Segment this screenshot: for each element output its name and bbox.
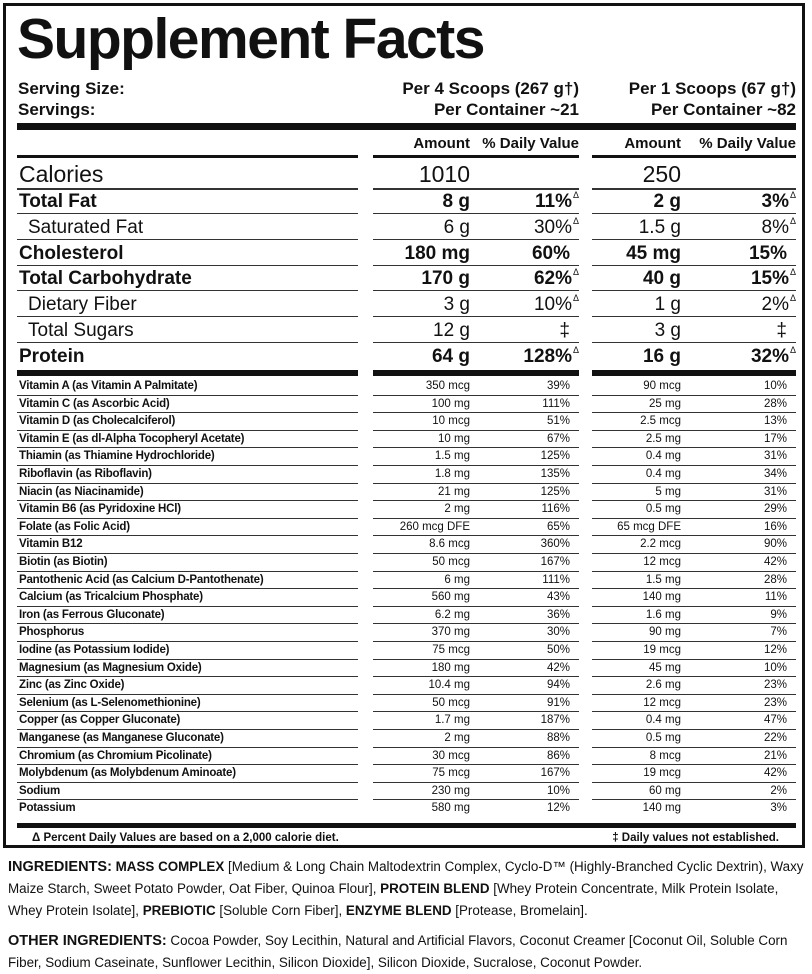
nutrient-name: Folate (as Folic Acid) bbox=[19, 520, 130, 533]
col-a-daily-value: 50% bbox=[546, 644, 570, 656]
nutrient-name: Copper (as Copper Gluconate) bbox=[19, 714, 181, 726]
col-a-amount: 100 mg bbox=[431, 397, 470, 410]
col-a-daily-value: 10%$^\Delta$ bbox=[533, 293, 579, 315]
col-a-daily-value: 36% bbox=[546, 608, 570, 621]
table-row bbox=[17, 624, 796, 641]
col-b-daily-value: 29% bbox=[763, 503, 787, 515]
col-a-daily-value: ‡ bbox=[559, 319, 570, 341]
table-row bbox=[17, 730, 796, 747]
col-b-amount: 19 mcg bbox=[643, 644, 681, 656]
col-b-amount: 90 mcg bbox=[643, 380, 681, 392]
col-a-amount: 230 mg bbox=[431, 784, 470, 797]
col-b-amount: 0.4 mg bbox=[645, 714, 681, 726]
col-a-daily-value: 111% bbox=[542, 573, 570, 586]
col-b-servings: Per Container ~82 bbox=[650, 100, 796, 119]
nutrient-name: Dietary Fiber bbox=[28, 293, 137, 315]
col-a-amount: 180 mg bbox=[404, 242, 470, 264]
col-a-daily-value: 88% bbox=[546, 732, 570, 744]
col-a-amount: 1.8 mg bbox=[434, 468, 470, 480]
row-divider bbox=[592, 213, 796, 214]
col-a-daily-value: 94% bbox=[546, 679, 570, 691]
col-a-daily-value: 167% bbox=[540, 556, 570, 568]
nutrient-name: Vitamin B12 bbox=[19, 538, 83, 550]
macro-row bbox=[17, 189, 796, 214]
col-b-daily-value: 3% bbox=[770, 802, 787, 814]
table-row bbox=[17, 660, 796, 676]
col-b-amount: 1.5 g bbox=[638, 216, 681, 238]
col-a-amount: 2 mg bbox=[444, 732, 470, 744]
col-a-amount: 8 g bbox=[442, 190, 470, 212]
col-a-amount: 560 mg bbox=[431, 591, 470, 603]
row-divider bbox=[17, 316, 358, 317]
ingredients-statement bbox=[8, 856, 804, 922]
col-a-daily-value: 167% bbox=[540, 767, 570, 779]
col-b-amount: 3 g bbox=[654, 319, 681, 341]
col-a-amount: 6.2 mg bbox=[434, 608, 470, 621]
col-b-amount: 2.2 mcg bbox=[640, 538, 681, 550]
col-a-amount: 50 mcg bbox=[432, 556, 470, 568]
col-b-amount: 0.4 mg bbox=[645, 468, 681, 480]
serving-size-label: Serving Size: bbox=[18, 79, 125, 98]
col-a-daily-value: 10% bbox=[546, 784, 570, 797]
col-a-amount: 30 mcg bbox=[432, 749, 470, 762]
col-b-daily-value: 23% bbox=[763, 696, 787, 709]
ingredient-blend-name: PREBIOTIC bbox=[142, 903, 216, 918]
other-ingredients-text: Cocoa Powder, Soy Lecithin, Natural and Artificial Flavors, Coconut Creamer [Coconut Oil, Soluble Corn Fiber, Sodium Caseinate, Sunflower Lecithin, Silicon Dioxide], Silicon Dioxide, Sucralose, Coconut Powder. bbox=[8, 933, 788, 970]
col-b-daily-value: 2% bbox=[770, 784, 787, 797]
col-a-amount: 1.7 mg bbox=[434, 714, 470, 726]
ingredients-heading: INGREDIENTS: bbox=[8, 859, 112, 875]
table-row bbox=[17, 642, 796, 659]
col-b-daily-value: 34% bbox=[763, 468, 787, 480]
thick-divider bbox=[592, 370, 796, 376]
table-row bbox=[17, 466, 796, 483]
delta-footnote-mark: Δ bbox=[789, 216, 796, 226]
nutrient-name: Vitamin D (as Cholecalciferol) bbox=[19, 415, 176, 427]
col-a-daily-value: 12% bbox=[546, 802, 570, 814]
column-header-row bbox=[17, 132, 796, 154]
macro-row bbox=[17, 215, 796, 240]
servings-label: Servings: bbox=[18, 100, 96, 119]
col-b-daily-value: 23% bbox=[763, 679, 787, 691]
table-row bbox=[17, 501, 796, 518]
col-a-daily-value: 91% bbox=[546, 696, 570, 709]
col-b-amount: 1.6 mg bbox=[645, 608, 681, 621]
table-row bbox=[17, 748, 796, 764]
table-row bbox=[17, 396, 796, 412]
macro-row bbox=[17, 343, 796, 370]
nutrient-name: Cholesterol bbox=[19, 242, 124, 264]
col-b-amount: 40 g bbox=[642, 267, 681, 289]
col-b-daily-value: 17% bbox=[763, 432, 787, 445]
ingredient-blend-name: ENZYME BLEND bbox=[345, 903, 452, 918]
thick-divider bbox=[17, 823, 796, 828]
col-a-amount: 580 mg bbox=[431, 802, 470, 814]
col-b-daily-value: 90% bbox=[763, 538, 787, 550]
row-divider bbox=[373, 316, 579, 317]
delta-footnote-mark: Δ bbox=[789, 293, 796, 303]
nutrient-name: Vitamin C (as Ascorbic Acid) bbox=[19, 397, 170, 410]
ingredient-blend-contents: [Soluble Corn Fiber], bbox=[215, 903, 346, 918]
col-a-daily-value: 43% bbox=[546, 591, 570, 603]
col-a-amount: 50 mcg bbox=[432, 696, 470, 709]
row-divider bbox=[17, 213, 358, 214]
row-divider bbox=[592, 316, 796, 317]
nutrient-name: Saturated Fat bbox=[28, 216, 144, 238]
col-b-amount: 2.5 mcg bbox=[640, 415, 681, 427]
nutrient-name: Phosphorus bbox=[19, 626, 85, 638]
col-b-daily-value: 15%$^\Delta$ bbox=[750, 267, 796, 289]
col-a-daily-value: 30%$^\Delta$ bbox=[533, 216, 579, 238]
thick-divider bbox=[17, 155, 358, 158]
table-row bbox=[17, 554, 796, 571]
col-b-amount: 12 mcg bbox=[643, 696, 681, 709]
delta-footnote-mark: Δ bbox=[789, 345, 796, 355]
thick-divider bbox=[17, 123, 796, 130]
col-b-daily-value: 28% bbox=[763, 397, 787, 410]
row-divider bbox=[373, 290, 579, 291]
nutrient-name: Biotin (as Biotin) bbox=[19, 556, 108, 568]
col-a-daily-value: 60% bbox=[531, 242, 570, 264]
col-a-daily-value: 62%$^\Delta$ bbox=[533, 267, 579, 289]
col-a-amount: 10.4 mg bbox=[428, 679, 470, 691]
nutrient-name: Potassium bbox=[19, 802, 76, 814]
nutrient-name: Calories bbox=[19, 161, 104, 187]
col-a-amount: 8.6 mcg bbox=[429, 538, 470, 550]
delta-footnote-mark: Δ bbox=[572, 293, 579, 303]
table-row bbox=[17, 607, 796, 623]
ingredient-blend-name: PROTEIN BLEND bbox=[380, 881, 490, 896]
table-row bbox=[17, 712, 796, 729]
col-a-daily-value: 125% bbox=[540, 450, 570, 462]
ingredient-blend-contents: [Protease, Bromelain]. bbox=[451, 903, 588, 918]
table-row bbox=[17, 431, 796, 447]
col-b-amount: 65 mcg DFE bbox=[617, 520, 681, 533]
delta-footnote-mark: Δ bbox=[572, 190, 579, 200]
other-ingredients-heading: OTHER INGREDIENTS: bbox=[8, 933, 167, 949]
nutrient-name: Vitamin A (as Vitamin A Palmitate) bbox=[19, 380, 198, 392]
col-a-daily-value: 86% bbox=[546, 749, 570, 762]
table-row bbox=[17, 677, 796, 694]
table-row bbox=[17, 378, 796, 395]
nutrient-name: Pantothenic Acid (as Calcium D-Pantothenate) bbox=[19, 573, 264, 586]
col-a-amount: 180 mg bbox=[431, 661, 470, 674]
col-b-daily-value: 3%$^\Delta$ bbox=[761, 190, 796, 212]
col-a-serving-size: Per 4 Scoops (267 g†) bbox=[402, 79, 579, 98]
row-divider bbox=[373, 239, 579, 240]
col-b-daily-value: 9% bbox=[770, 608, 787, 621]
col-b-daily-value: 8%$^\Delta$ bbox=[761, 216, 796, 238]
col-b-daily-value: 32%$^\Delta$ bbox=[750, 345, 796, 367]
col-b-daily-value: 31% bbox=[763, 485, 787, 498]
row-divider bbox=[373, 213, 579, 214]
col-b-daily-value: ‡ bbox=[776, 319, 787, 341]
col-b-daily-value: 13% bbox=[763, 415, 787, 427]
col-b-amount: 140 mg bbox=[642, 591, 681, 603]
col-b-daily-value: 22% bbox=[763, 732, 787, 744]
col-a-amount: 2 mg bbox=[444, 503, 470, 515]
table-row bbox=[17, 783, 796, 799]
delta-footnote-mark: Δ bbox=[789, 267, 796, 277]
col-a-daily-value: 42% bbox=[546, 661, 570, 674]
col-a-amount-header: Amount bbox=[413, 134, 470, 152]
col-b-amount: 1.5 mg bbox=[645, 573, 681, 586]
table-row bbox=[17, 413, 796, 430]
col-a-servings: Per Container ~21 bbox=[433, 100, 579, 119]
nutrient-name: Vitamin E (as dl-Alpha Tocopheryl Acetate) bbox=[19, 432, 245, 445]
ingredient-blend-contents: [Whey Protein Concentrate, Milk Protein Isolate, Whey Protein Isolate], bbox=[8, 881, 779, 918]
col-a-daily-value: 360% bbox=[540, 538, 570, 550]
col-a-amount: 370 mg bbox=[431, 626, 470, 638]
delta-footnote-mark: Δ bbox=[572, 216, 579, 226]
col-b-amount: 2.5 mg bbox=[645, 432, 681, 445]
col-b-daily-value: 42% bbox=[763, 767, 787, 779]
col-a-amount: 3 g bbox=[443, 293, 470, 315]
col-b-daily-value: 10% bbox=[763, 661, 787, 674]
col-b-amount: 45 mg bbox=[649, 661, 681, 674]
table-row bbox=[17, 448, 796, 465]
col-a-amount: 75 mcg bbox=[432, 767, 470, 779]
nutrient-name: Magnesium (as Magnesium Oxide) bbox=[19, 661, 202, 674]
col-b-amount: 16 g bbox=[642, 345, 681, 367]
col-b-amount: 60 mg bbox=[649, 784, 681, 797]
ingredient-blend-contents: [Medium & Long Chain Maltodextrin Complex, Cyclo-D™ (Highly-Branched Cyclic Dextrin), Waxy Maize Starch, Sweet Potato Powder, Oat Fiber, Quinoa Flour], bbox=[8, 859, 804, 896]
nutrient-name: Total Sugars bbox=[28, 319, 134, 341]
col-b-amount: 1 g bbox=[654, 293, 681, 315]
col-a-amount: 1010 bbox=[418, 161, 470, 187]
col-a-amount: 10 mcg bbox=[432, 415, 470, 427]
table-row bbox=[17, 572, 796, 588]
col-b-serving-size: Per 1 Scoops (67 g†) bbox=[628, 79, 796, 98]
macro-row bbox=[17, 266, 796, 291]
col-a-amount: 6 g bbox=[443, 216, 470, 238]
nutrient-name: Manganese (as Manganese Gluconate) bbox=[19, 732, 224, 744]
col-b-daily-value: 7% bbox=[770, 626, 787, 638]
col-a-amount: 64 g bbox=[431, 345, 470, 367]
col-b-amount: 0.5 mg bbox=[645, 503, 681, 515]
nutrient-name: Iron (as Ferrous Gluconate) bbox=[19, 608, 165, 621]
col-b-daily-value: 2%$^\Delta$ bbox=[761, 293, 796, 315]
col-b-amount: 0.4 mg bbox=[645, 450, 681, 462]
other-ingredients-statement bbox=[8, 930, 804, 974]
col-b-amount: 0.5 mg bbox=[645, 732, 681, 744]
col-a-daily-value: 116% bbox=[541, 503, 570, 515]
nutrient-name: Chromium (as Chromium Picolinate) bbox=[19, 749, 212, 762]
table-row bbox=[17, 536, 796, 553]
col-a-amount: 75 mcg bbox=[432, 644, 470, 656]
col-a-dv-header: % Daily Value bbox=[482, 134, 579, 152]
col-b-amount: 19 mcg bbox=[643, 767, 681, 779]
col-b-amount: 12 mcg bbox=[643, 556, 681, 568]
col-b-amount-header: Amount bbox=[624, 134, 681, 152]
table-row bbox=[17, 484, 796, 500]
col-a-amount: 10 mg bbox=[438, 432, 470, 445]
col-b-amount: 140 mg bbox=[642, 802, 681, 814]
col-a-daily-value: 187% bbox=[540, 714, 570, 726]
macro-row bbox=[17, 241, 796, 266]
col-a-daily-value: 125% bbox=[540, 485, 570, 498]
nutrient-name: Molybdenum (as Molybdenum Aminoate) bbox=[19, 767, 236, 779]
col-b-amount: 90 mg bbox=[649, 626, 681, 638]
col-b-daily-value: 21% bbox=[763, 749, 787, 762]
col-b-amount: 8 mcg bbox=[649, 749, 681, 762]
nutrient-name: Iodine (as Potassium Iodide) bbox=[19, 644, 170, 656]
row-divider bbox=[17, 239, 358, 240]
nutrient-name: Total Fat bbox=[19, 190, 97, 212]
table-row bbox=[17, 800, 796, 817]
nutrient-name: Niacin (as Niacinamide) bbox=[19, 485, 144, 498]
col-a-daily-value: 65% bbox=[546, 520, 570, 533]
row-divider bbox=[592, 239, 796, 240]
nutrient-name: Selenium (as L-Selenomethionine) bbox=[19, 696, 201, 709]
col-b-amount: 2 g bbox=[653, 190, 681, 212]
col-b-dv-header: % Daily Value bbox=[699, 134, 796, 152]
col-a-amount: 21 mg bbox=[438, 485, 470, 498]
col-b-daily-value: 31% bbox=[763, 450, 787, 462]
table-row bbox=[17, 695, 796, 711]
macro-row bbox=[17, 292, 796, 317]
delta-footnote-mark: Δ bbox=[572, 345, 579, 355]
col-a-amount: 12 g bbox=[433, 319, 470, 341]
thick-divider bbox=[592, 155, 796, 158]
thick-divider bbox=[373, 370, 579, 376]
col-a-daily-value: 128%$^\Delta$ bbox=[523, 345, 579, 367]
row-divider bbox=[592, 290, 796, 291]
nutrient-name: Protein bbox=[19, 345, 85, 367]
nutrient-name: Vitamin B6 (as Pyridoxine HCl) bbox=[19, 503, 181, 515]
col-a-daily-value: 51% bbox=[546, 415, 570, 427]
thick-divider bbox=[373, 155, 579, 158]
col-b-amount: 250 bbox=[642, 161, 681, 187]
col-b-daily-value: 28% bbox=[763, 573, 787, 586]
col-b-daily-value: 15% bbox=[748, 242, 787, 264]
macro-row bbox=[17, 318, 796, 343]
col-b-daily-value: 16% bbox=[763, 520, 787, 533]
footnote-percent-dv: Δ Percent Daily Values are based on a 2,000 calorie diet. bbox=[32, 832, 339, 844]
panel-title: Supplement Facts bbox=[17, 7, 484, 71]
delta-footnote-mark: Δ bbox=[789, 190, 796, 200]
col-a-daily-value: 11%$^\Delta$ bbox=[535, 190, 579, 212]
col-a-amount: 1.5 mg bbox=[434, 450, 470, 462]
table-row bbox=[17, 519, 796, 535]
nutrient-name: Thiamin (as Thiamine Hydrochloride) bbox=[19, 450, 215, 462]
footnote-not-established: ‡ Daily values not established. bbox=[612, 832, 779, 844]
col-b-daily-value: 42% bbox=[763, 556, 787, 568]
col-b-daily-value: 47% bbox=[763, 714, 787, 726]
nutrient-name: Calcium (as Tricalcium Phosphate) bbox=[19, 591, 203, 603]
col-a-amount: 260 mcg DFE bbox=[399, 520, 470, 533]
col-b-amount: 45 mg bbox=[626, 242, 681, 264]
col-a-daily-value: 135% bbox=[540, 468, 570, 480]
macro-row bbox=[17, 160, 796, 189]
col-b-amount: 5 mg bbox=[655, 485, 681, 498]
row-divider bbox=[17, 290, 358, 291]
nutrient-name: Riboflavin (as Riboflavin) bbox=[19, 468, 152, 480]
ingredient-blend-name: MASS COMPLEX bbox=[115, 859, 225, 874]
thick-divider bbox=[17, 370, 358, 376]
col-a-daily-value: 30% bbox=[546, 626, 570, 638]
col-b-amount: 25 mg bbox=[649, 397, 681, 410]
nutrient-name: Zinc (as Zinc Oxide) bbox=[19, 679, 125, 691]
col-a-amount: 170 g bbox=[421, 267, 470, 289]
nutrient-name: Sodium bbox=[19, 784, 60, 797]
delta-footnote-mark: Δ bbox=[572, 267, 579, 277]
table-row bbox=[17, 765, 796, 782]
table-row bbox=[17, 589, 796, 606]
nutrient-name: Total Carbohydrate bbox=[19, 267, 192, 289]
col-a-daily-value: 39% bbox=[546, 380, 570, 392]
col-a-daily-value: 67% bbox=[546, 432, 570, 445]
col-b-amount: 2.6 mg bbox=[645, 679, 681, 691]
col-b-daily-value: 12% bbox=[763, 644, 787, 656]
col-a-amount: 6 mg bbox=[444, 573, 470, 586]
col-b-daily-value: 11% bbox=[764, 591, 787, 603]
col-a-amount: 350 mcg bbox=[425, 380, 470, 392]
col-a-daily-value: 111% bbox=[542, 397, 570, 410]
col-b-daily-value: 10% bbox=[763, 380, 787, 392]
